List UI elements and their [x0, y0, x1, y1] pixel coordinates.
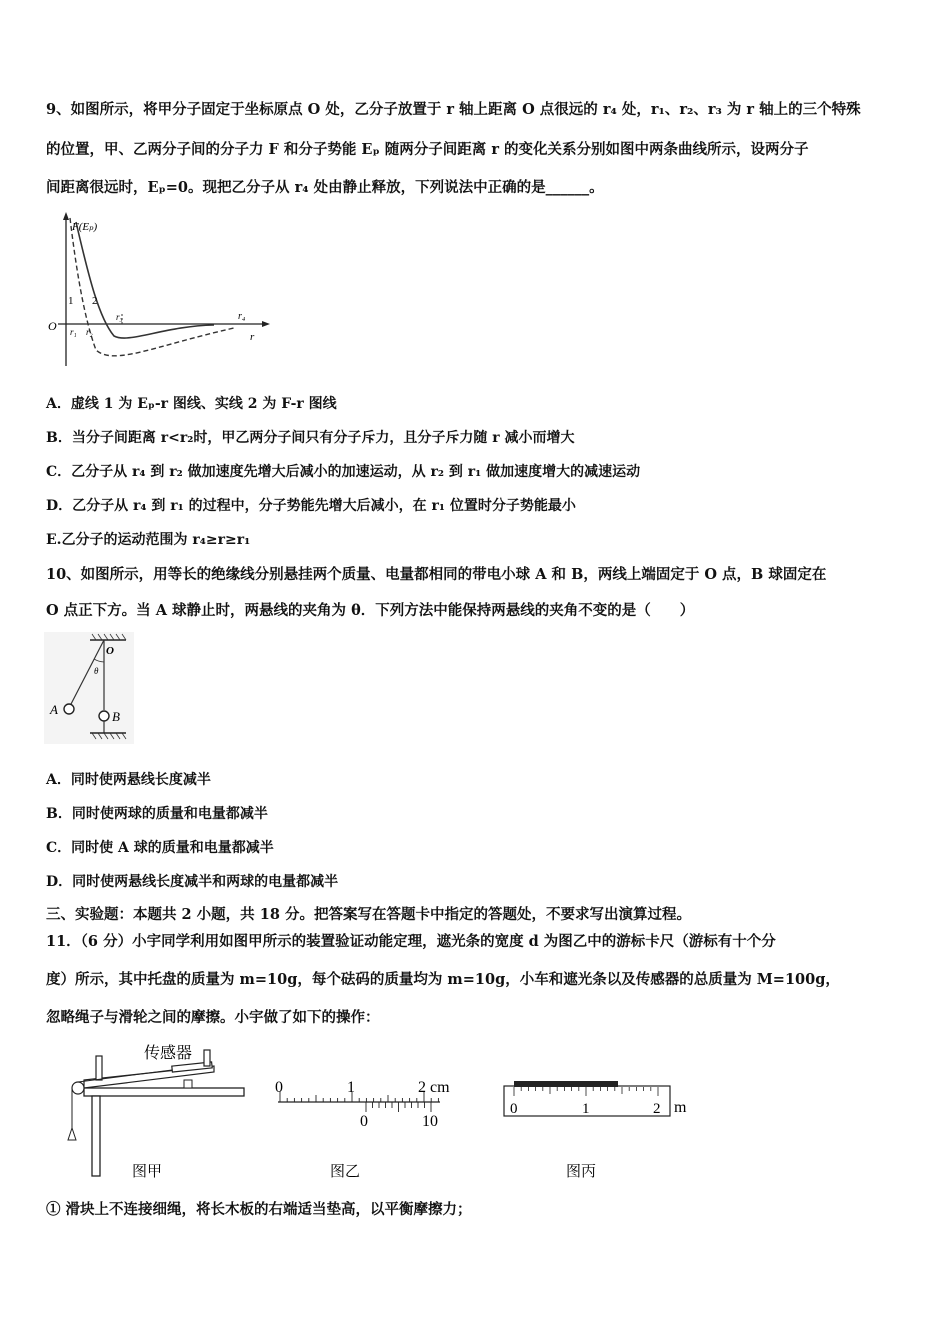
ruler-label-2: 2 — [653, 1101, 661, 1117]
q9-option-b: B．当分子间距离 r<r₂时，甲乙两分子间只有分子斥力，且分子斥力随 r 减小而增大 — [46, 430, 575, 446]
stopper — [96, 1056, 102, 1080]
q10-option-b: B．同时使两球的质量和电量都减半 — [46, 806, 268, 822]
q9-line-1: 9、如图所示，将甲分子固定于坐标原点 O 处，乙分子放置于 r 轴上距离 O 点很远的 r₄ 处，r₁、r₂、r₃ 为 r 轴上的三个特殊 — [46, 101, 861, 118]
figure-background — [44, 632, 134, 744]
q9-line-2: 的位置，甲、乙两分子间的分子力 F 和分子势能 Eₚ 随两分子间距离 r 的变化关系分别如图中两条曲线所示，设两分子 — [46, 141, 809, 158]
section-3-heading: 三、实验题：本题共 2 小题，共 18 分。把答案写在答题卡中指定的答题处，不要求写出演算过程。 — [46, 906, 691, 923]
vernier-scale-ticks — [366, 1102, 431, 1112]
main-label-2cm: 2 cm — [418, 1079, 450, 1096]
curve-2-solid — [76, 222, 214, 338]
q11-line-2: 度）所示，其中托盘的质量为 m=10g，每个砝码的质量均为 m=10g，小车和遮光条以及传感器的总质量为 M=100g， — [46, 971, 840, 988]
pulley — [72, 1082, 84, 1094]
ball-b-label: B — [112, 709, 120, 724]
q9-option-d: D．乙分子从 r₄ 到 r₁ 的过程中，分子势能先增大后减小，在 r₁ 位置时分子势能最小 — [46, 498, 576, 514]
q11-line-3: 忽略绳子与滑轮之间的摩擦。小宇做了如下的操作： — [46, 1009, 380, 1026]
photogate — [184, 1080, 192, 1088]
q10-line-1: 10、如图所示，用等长的绝缘线分别悬挂两个质量、电量都相同的带电小球 A 和 B，两线上端固定于 O 点，B 球固定在 — [46, 566, 827, 583]
graph-ylabel: F(Eₚ) — [72, 221, 98, 233]
ball-b — [99, 711, 109, 721]
r3-label: r₃ — [116, 312, 123, 322]
theta-label: θ — [94, 666, 99, 676]
graph-origin: O — [48, 319, 57, 333]
q9-option-e: E.乙分子的运动范围为 r₄≥r≥r₁ — [46, 532, 251, 548]
q9-option-a: A．虚线 1 为 Eₚ-r 图线、实线 2 为 F-r 图线 — [46, 396, 337, 412]
table-leg — [92, 1096, 100, 1176]
ruler-label-1: 1 — [582, 1101, 590, 1117]
ruler-unit: m — [674, 1099, 687, 1116]
r2-label: r₂ — [86, 327, 93, 337]
main-scale-ticks — [280, 1092, 438, 1102]
fig-jia-apparatus — [64, 1040, 254, 1190]
q11-line-1: 11．（6 分）小宇同学利用如图甲所示的装置验证动能定理，遮光条的宽度 d 为图乙中的游标卡尺（游标有十个分 — [46, 933, 776, 950]
tray — [68, 1128, 76, 1140]
fig-jia-caption: 图甲 — [132, 1164, 163, 1180]
fig-yi-caliper — [270, 1074, 470, 1190]
table-top — [84, 1088, 244, 1096]
curve-2-label: 2 — [92, 295, 98, 307]
main-label-1: 1 — [347, 1079, 355, 1096]
curve-1-label: 1 — [68, 295, 74, 307]
q9-force-energy-graph — [44, 208, 274, 373]
q9-line-3: 间距离很远时，Eₚ=0。现把乙分子从 r₄ 处由静止释放，下列说法中正确的是______。 — [46, 179, 604, 196]
q9-option-c: C．乙分子从 r₄ 到 r₂ 做加速度先增大后减小的加速运动，从 r₂ 到 r₁ 做加速度增大的减速运动 — [46, 464, 641, 480]
r1-label: r₁ — [70, 327, 77, 337]
r4-label: r₄ — [238, 311, 246, 322]
point-o-label: O — [106, 645, 114, 657]
q10-option-d: D．同时使两悬线长度减半和两球的电量都减半 — [46, 874, 339, 890]
q10-pendulum-figure — [44, 632, 134, 744]
ball-a — [64, 704, 74, 714]
main-label-0: 0 — [275, 1079, 283, 1096]
fig-bing-caption: 图丙 — [566, 1164, 597, 1180]
sensor-block — [204, 1050, 210, 1066]
graph-y-arrow — [63, 212, 69, 220]
vernier-label-0: 0 — [360, 1113, 368, 1130]
ball-a-label: A — [50, 702, 58, 717]
ruler-label-0: 0 — [510, 1101, 518, 1117]
vernier-label-10: 10 — [422, 1113, 438, 1130]
sensor-label: 传感器 — [144, 1045, 193, 1062]
graph-x-arrow — [262, 321, 270, 327]
q10-line-2: O 点正下方。当 A 球静止时，两悬线的夹角为 θ．下列方法中能保持两悬线的夹角不变的是（ ） — [46, 602, 695, 619]
graph-xlabel: r — [250, 331, 255, 343]
ruler-bar — [514, 1081, 618, 1087]
q10-option-a: A．同时使两悬线长度减半 — [46, 772, 211, 788]
q10-option-c: C．同时使 A 球的质量和电量都减半 — [46, 840, 274, 856]
curve-1-dashed — [70, 218, 234, 356]
fig-yi-caption: 图乙 — [330, 1164, 361, 1180]
q11-step-1: ① 滑块上不连接细绳，将长木板的右端适当垫高，以平衡摩擦力； — [46, 1201, 472, 1218]
fig-bing-ruler — [500, 1074, 700, 1190]
